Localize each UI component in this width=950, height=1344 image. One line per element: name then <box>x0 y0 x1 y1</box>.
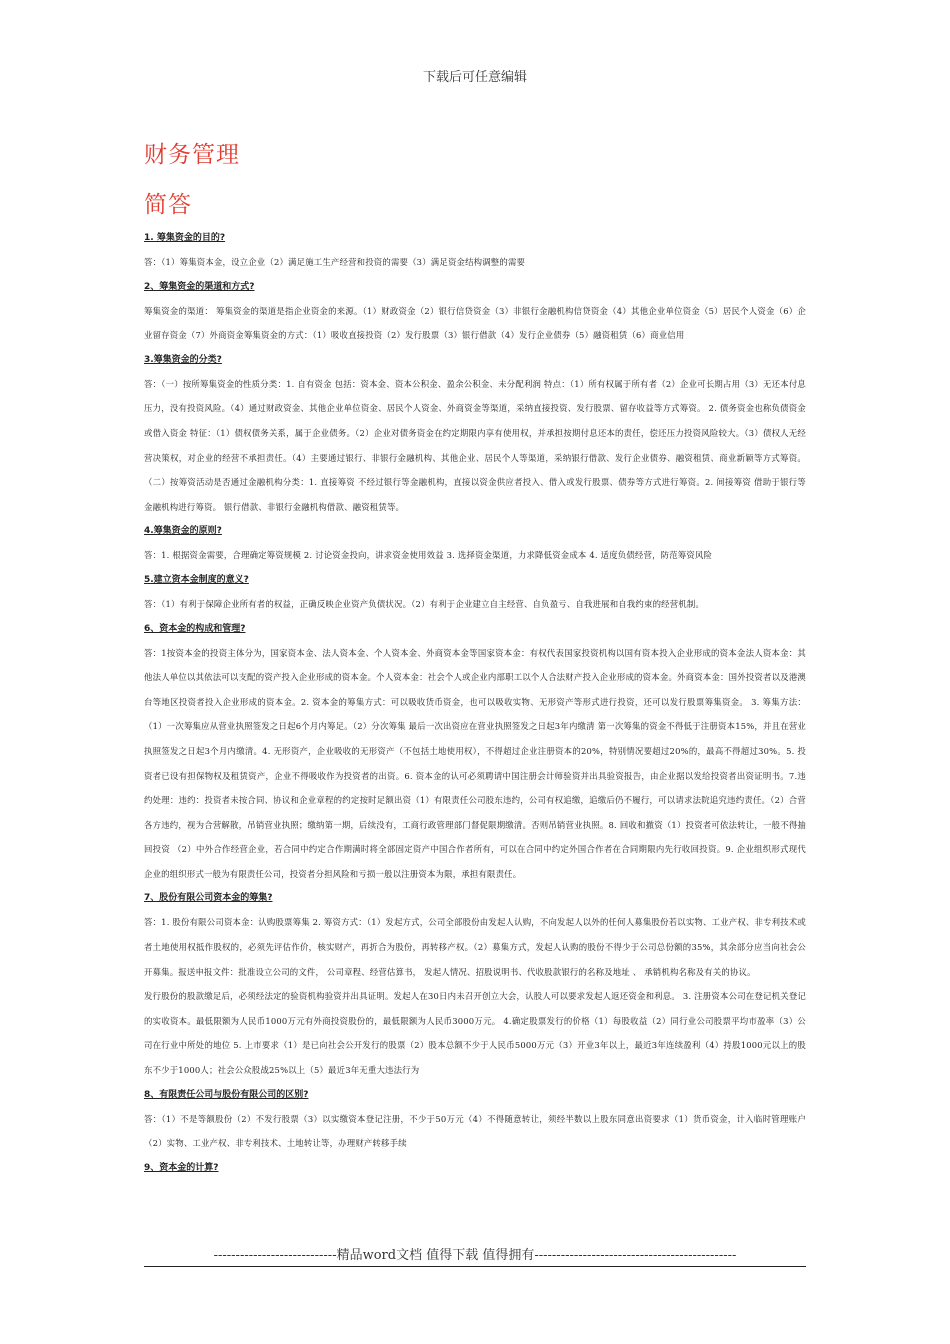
answer-paragraph: 答：1按资本金的投资主体分为，国家资本金、法人资本金、个人资本金、外商资本金等国家资本金：有权代表国家投资机构以国有资本投入企业形成的资本金法人资本金：其他法人单位以其依法可以支配的资产投入企业形成的资本金。个人资本金：社会个人或企业内部职工以个人合法财产投入企业形成的资本金。外商资本金：国外投资者以及港澳台等地区投资者投入企业形成的资本金。2. 资本金的筹集方式：可以吸收货币资金，也可以吸收实物、无形资产等形式进行投资，还可以发行股票筹集资金。 3. 筹集方法：（1）一次筹集应从营业执照签发之日起6个月内筹足。（2）分次筹集 最后一次出资应在营业执照签发之日起3年内缴清 第一次筹集的资金不得低于注册资本15%，并且在营业执照签发之日起3个月内缴清。4. 无形资产，企业吸收的无形资产（不包括土地使用权），不得超过企业注册资本的20%，特别情况要超过20%的，最高不得超过30%。5. 投资者已设有担保物权及租赁资产，企业不得吸收作为投资者的出资。6. 资本金的认可必须聘请中国注册会计师验资并出具验资报告，由企业据以发给投资者出资证明书。7.违约处理：违约：投资者未按合同、协议和企业章程的约定按时足额出资（1）有限责任公司股东违约，公司有权追缴，追缴后仍不履行，可以请求法院追究违约责任。（2）合营各方违约，视为合营解散，吊销营业执照；缴纳第一期，后续没有，工商行政管理部门督促限期缴清。否则吊销营业执照。8. 回收和撤资（1）投资者可依法转让，一般不得抽回投资 （2）中外合作经营企业，若合同中约定合作期满时将全部固定资产中国合作者所有，可以在合同中约定外国合作者在合同期限内先行收回投资。9. 企业组织形式现代企业的组织形式一般为有限责任公司，投资者分担风险和亏损一般以注册资本为限，承担有限责任。 <box>144 647 806 879</box>
question-text: 4.筹集资金的原则? <box>144 526 222 537</box>
question-heading <box>144 1083 806 1107</box>
question-text: 3.筹集资金的分类? <box>144 354 222 365</box>
answer-paragraph: 答：1. 根据资金需要，合理确定筹资规模 2. 讨论资金投向，讲求资金使用效益 3. 选择资金渠道，力求降低资金成本 4. 适度负债经营，防范筹资风险 <box>144 550 713 561</box>
question-text: 9、资本金的计算? <box>144 1162 219 1173</box>
answer-paragraph: 答：（1）不是等额股份（2）不发行股票（3）以实缴资本登记注册，不少于50万元（4）不得随意转让，须经半数以上股东同意出资要求（1）货币资金，计入临时管理账户（2）实物、工业产权、非专利技术、土地转让等，办理财产转移手续 <box>144 1113 806 1149</box>
page-footer: ----------------------------精品word文档 值得下载 值得拥有---------------------------------------------- <box>144 1244 806 1267</box>
answer-paragraph: 答：（1）有利于保障企业所有者的权益，正确反映企业资产负债状况。（2）有利于企业建立自主经营、自负盈亏、自我进展和自我约束的经营机制。 <box>144 598 705 609</box>
qa-content <box>144 226 806 1180</box>
doc-title-finance: 财务管理 <box>144 142 240 168</box>
answer-paragraph: 答：（一）按所筹集资金的性质分类：1. 自有资金 包括：资本金、资本公积金、盈余公积金、未分配利润 特点：（1）所有权属于所有者（2）企业可长期占用（3）无还本付息压力，没有投资风险。（4）通过财政资金、其他企业单位资金、居民个人资金、外商资金等渠道，采纳直接投资、发行股票、留存收益等方式筹资。 2. 债务资金也称负债资金或借入资金 特征：（1）债权债务关系，属于企业债务。（2）企业对债务资金在约定期限内享有使用权，并承担按期付息还本的责任，偿还压力投资风险较大。（3）债权人无经营决策权，对企业的经营不承担责任。（4）主要通过银行、非银行金融机构、其他企业、居民个人等渠道，采纳银行借款、发行企业债券、融资租赁、商业新颖等方式筹资。（二）按筹资活动是否通过金融机构分类：1. 直接筹资 不经过银行等金融机构，直接以资金供应者投入、借入或发行股票、债券等方式进行筹资。2. 间接筹资 借助于银行等金融机构进行筹资。 银行借款、非银行金融机构借款、融资租赁等。 <box>144 378 806 512</box>
page-header: 下载后可任意编辑 <box>422 70 527 85</box>
doc-title-short-answer: 简答 <box>144 192 192 218</box>
answer-paragraph: 答：（1）筹集资本金，设立企业（2）满足施工生产经营和投资的需要（3）满足资金结构调整的需要 <box>144 257 526 267</box>
answer-paragraph: 答：1. 股份有限公司资本金：认购股票筹集 2. 筹资方式：（1）发起方式，公司全部股份由发起人认购，不向发起人以外的任何人募集股份若以实物、工业产权、非专利技术或者土地使用权抵作股权的，必须先评估作价，核实财产，再折合为股份，再转移产权。（2）募集方式，发起人认购的股份不得少于公司总份额的35%，其余部分应当向社会公开募集。报送申报文件：批准设立公司的文件， 公司章程、经营估算书， 发起人情况、招股说明书、代收股款银行的名称及地址 、 承销机构名称及有关的协议。 <box>144 917 806 977</box>
question-text: 7、股份有限公司资本金的筹集? <box>144 893 273 904</box>
question-heading <box>144 348 806 372</box>
question-heading <box>144 519 806 543</box>
question-text: 5.建立资本金制度的意义? <box>144 574 249 585</box>
question-text: 8、有限责任公司与股份有限公司的区别? <box>144 1089 309 1100</box>
question-heading <box>144 617 806 641</box>
question-heading <box>144 886 806 910</box>
question-heading <box>144 275 806 299</box>
question-text: 6、资本金的构成和管理? <box>144 623 246 634</box>
question-heading <box>144 1156 806 1180</box>
answer-paragraph: 发行股份的股款缴足后，必须经法定的验资机构验资并出具证明。发起人在30日内未召开创立大会，认股人可以要求发起人返还资金和利息。 3. 注册资本公司在登记机关登记的实收资本。最低限额为人民币1000万元有外商投资股份的，最低限额为人民币3000万元。 4.确定股票发行的价格（1）每股收益（2）同行业公司股票平均市盈率（3）公司在行业中所处的地位 5. 上市要求（1）是已向社会公开发行的股票（2）股本总额不少于人民币5000万元（3）开业3年以上，最近3年连续盈利（4）持股1000元以上的股东不少于1000人；社会公众股战25%以上（5）最近3年无重大违法行为 <box>144 991 806 1076</box>
question-heading <box>144 568 806 592</box>
question-text: 2、筹集资金的渠道和方式? <box>144 281 255 292</box>
question-text: 1. 筹集资金的目的? <box>144 233 226 243</box>
question-heading <box>144 226 806 250</box>
answer-paragraph: 筹集资金的渠道： 筹集资金的渠道是指企业资金的来源。（1）财政资金（2）银行信贷资金（3）非银行金融机构信贷资金（4）其他企业单位资金（5）居民个人资金（6）企业留存资金（7）外商资金筹集资金的方式：（1）吸收直接投资（2）发行股票（3）银行借款（4）发行企业债券（5）融资租赁（6）商业信用 <box>144 305 806 341</box>
